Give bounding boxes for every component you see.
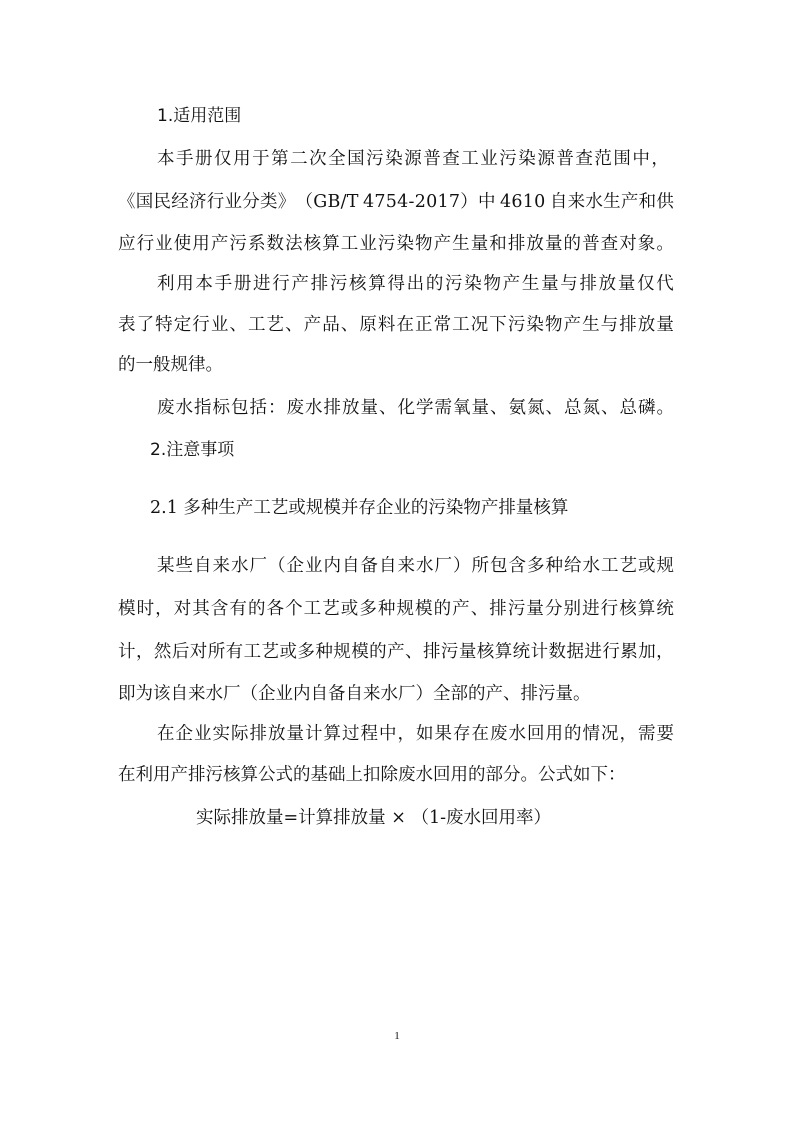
paragraph-line: 在 企 业 实 际 排 放 量 计 算 过 程 中 ， 如 果 存 在 废 水 回 用 的 情 况 ， 需 要 xyxy=(157,724,674,744)
page-number: 1 xyxy=(394,1030,400,1042)
section-2-heading: 2.注意事项 xyxy=(150,440,235,460)
paragraph-line: 表 了 特 定 行 业 、 工 艺 、 产 品 、 原 料 在 正 常 工 况 下 污 染 物 产 生 与 排 放 量 xyxy=(118,315,674,335)
paragraph-line: 本 手 册 仅 用 于 第 二 次 全 国 污 染 源 普 查 工 业 污 染 源 普 查 范 围 中 ， xyxy=(157,149,669,169)
paragraph-line: 某 些 自 来 水 厂 （ 企 业 内 自 备 自 来 水 厂 ） 所 包 含 多 种 给 水 工 艺 或 规 xyxy=(157,556,674,576)
paragraph-line: 的一般规律。 xyxy=(118,355,223,375)
paragraph-line: 计 ， 然 后 对 所 有 工 艺 或 多 种 规 模 的 产 、 排 污 量 核 算 统 计 数 据 进 行 累 加 ， xyxy=(118,642,674,662)
section-1-heading: 1.适用范围 xyxy=(157,106,242,126)
paragraph-line: 利 用 本 手 册 进 行 产 排 污 核 算 得 出 的 污 染 物 产 生 量 与 排 放 量 仅 代 xyxy=(157,274,674,294)
paragraph-line: 废 水 指 标 包 括 ： 废 水 排 放 量 、 化 学 需 氧 量 、 氨 氮 、 总 氮 、 总 磷 。 xyxy=(157,398,674,418)
paragraph-line: 《 国 民 经 济 行 业 分 类 》 （ G B / T 4 7 5 4 - 2 0 1 7 ） 中 4 6 1 0 自 来 水 生 产 和 供 xyxy=(118,192,674,212)
subsection-heading: 2.1 多种生产工艺或规模并存企业的污染物产排量核算 xyxy=(150,498,569,518)
paragraph-line: 模 时 ， 对 其 含 有 的 各 个 工 艺 或 多 种 规 模 的 产 、 排 污 量 分 别 进 行 核 算 统 xyxy=(118,599,674,619)
paragraph-line: 应 行 业 使 用 产 污 系 数 法 核 算 工 业 污 染 物 产 生 量 和 排 放 量 的 普 查 对 象 。 xyxy=(118,234,674,254)
paragraph-line: 在利用产排污核算公式的基础上扣除废水回用的部分。公式如下： xyxy=(118,765,626,785)
paragraph-line: 即为该自来水厂（企业内自备自来水厂）全部的产、排污量。 xyxy=(118,684,591,704)
formula: 实际排放量=计算排放量 × （1-废水回用率） xyxy=(196,808,551,828)
